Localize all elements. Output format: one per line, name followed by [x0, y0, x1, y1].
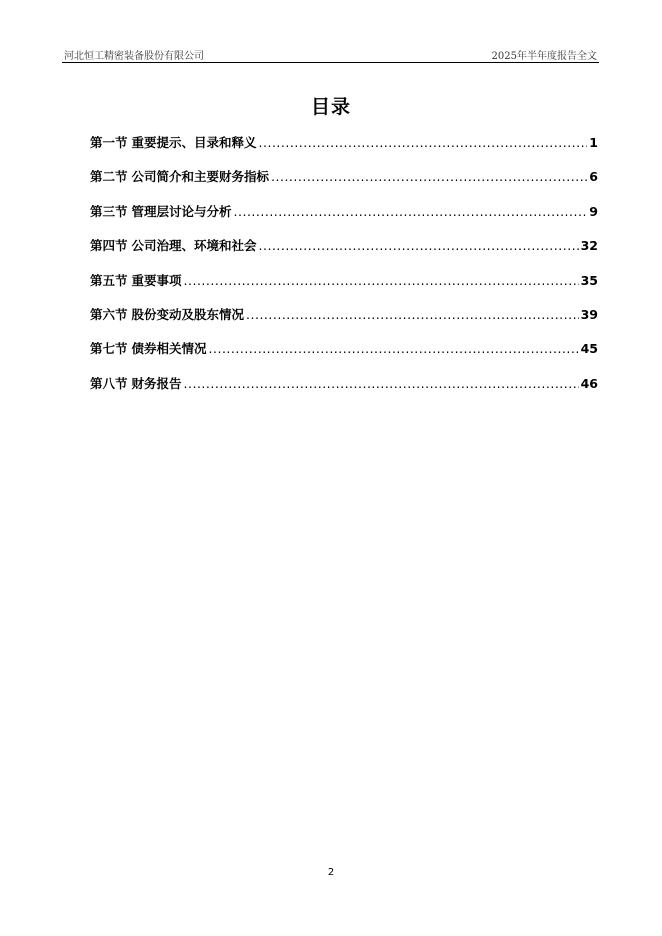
- toc-section-number: 第四节: [90, 238, 128, 254]
- toc-entry-3[interactable]: [90, 202, 598, 236]
- toc-title: 目录: [310, 96, 351, 118]
- toc-entry-4[interactable]: [90, 236, 598, 270]
- toc-section-title: 重要事项: [131, 272, 182, 288]
- toc-leader-dots: [271, 169, 587, 184]
- toc-section-number: 第七节: [90, 341, 128, 357]
- toc-page-number: 32: [580, 238, 598, 254]
- toc-section-title: 重要提示、目录和释义: [131, 135, 257, 150]
- toc-section-title: 财务报告: [131, 375, 182, 391]
- toc-entry-2[interactable]: [90, 167, 598, 201]
- toc-section-title: 债券相关情况: [131, 341, 207, 357]
- toc-leader-dots: [259, 238, 579, 253]
- toc-entry-7[interactable]: [90, 339, 598, 373]
- toc-leader-dots: [184, 273, 579, 288]
- report-title: 2025年半年度报告全文: [491, 51, 597, 62]
- toc-section-number: 第一节: [90, 135, 128, 150]
- toc-page-number: 46: [580, 375, 598, 391]
- company-name: 河北恒工精密装备股份有限公司: [64, 51, 204, 62]
- page-number: 2: [327, 867, 335, 878]
- toc-section-title: 公司简介和主要财务指标: [131, 169, 270, 185]
- toc-section-title: 公司治理、环境和社会: [131, 238, 257, 254]
- toc-leader-dots: [184, 376, 579, 391]
- toc-entry-8[interactable]: [90, 374, 598, 408]
- toc-leader-dots: [259, 135, 588, 150]
- toc-page-number: 9: [589, 203, 598, 219]
- toc-page-number: 45: [580, 341, 598, 357]
- toc-entry-1[interactable]: [90, 133, 598, 167]
- toc-section-title: 管理层讨论与分析: [131, 203, 232, 219]
- toc-section-number: 第六节: [90, 306, 128, 322]
- toc-page-number: 6: [589, 169, 598, 185]
- toc-page-number: 1: [589, 135, 598, 150]
- toc-section-title: 股份变动及股东情况: [131, 306, 245, 322]
- table-of-contents: [90, 133, 598, 408]
- toc-section-number: 第二节: [90, 169, 128, 185]
- toc-leader-dots: [234, 204, 588, 219]
- toc-page-number: 35: [580, 272, 598, 288]
- toc-section-number: 第八节: [90, 375, 128, 391]
- toc-entry-6[interactable]: [90, 305, 598, 339]
- toc-section-number: 第三节: [90, 203, 128, 219]
- toc-page-number: 39: [580, 306, 598, 322]
- page-header: [62, 47, 599, 63]
- toc-entry-5[interactable]: [90, 271, 598, 305]
- toc-leader-dots: [209, 341, 579, 356]
- toc-leader-dots: [246, 307, 579, 322]
- toc-section-number: 第五节: [90, 272, 128, 288]
